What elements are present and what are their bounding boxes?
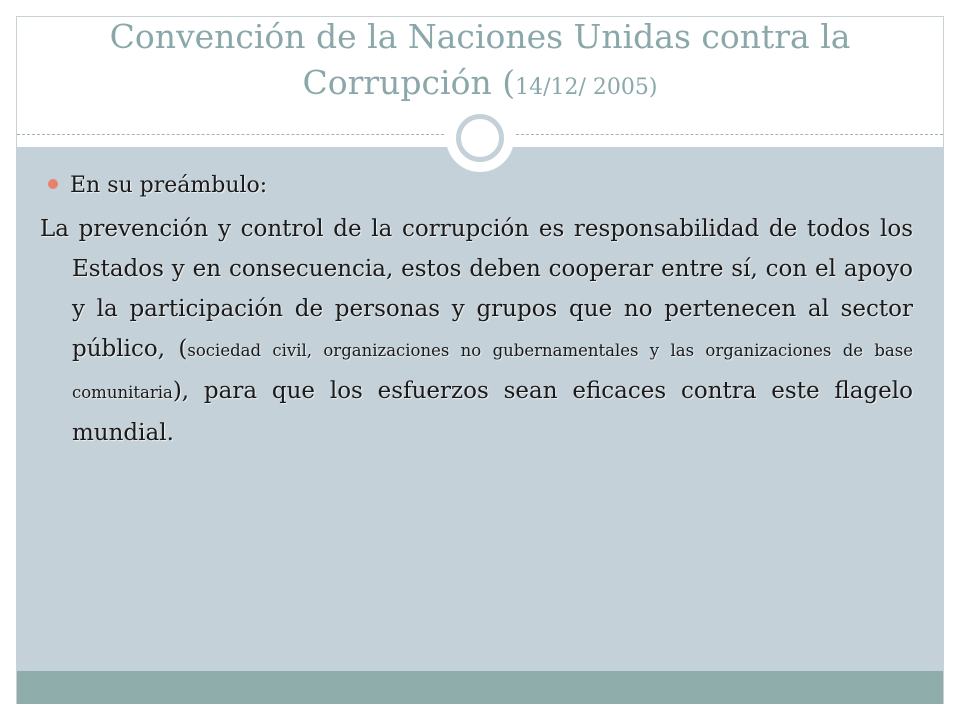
bullet-item — [48, 168, 267, 204]
preamble-paragraph — [40, 209, 913, 453]
bullet-dot-icon — [48, 179, 58, 189]
title-line-2: Corrupción ( — [302, 63, 516, 102]
ring-ornament-icon — [446, 104, 514, 172]
slide-title — [16, 14, 944, 111]
para-text-1: La prevención y control de la corrupción es responsabilidad de todos los Estados y en consecuencia, estos deben cooperar entre sí, con el apoyo y la participación de personas y grupos que no pertenecen al sector público, ( — [40, 216, 913, 362]
para-text-small: sociedad civil, organizaciones no gubernamentales y las organizaciones de base comunitaria — [72, 341, 914, 402]
para-text-2: ), para que los esfuerzos sean eficaces contra este flagelo mundial. — [72, 378, 913, 446]
bullet-text: En su preámbulo: — [70, 173, 268, 198]
title-line-1: Convención de la Naciones Unidas contra la — [109, 17, 851, 56]
title-date: 14/12/ 2005) — [515, 75, 658, 100]
footer-band — [17, 671, 943, 704]
